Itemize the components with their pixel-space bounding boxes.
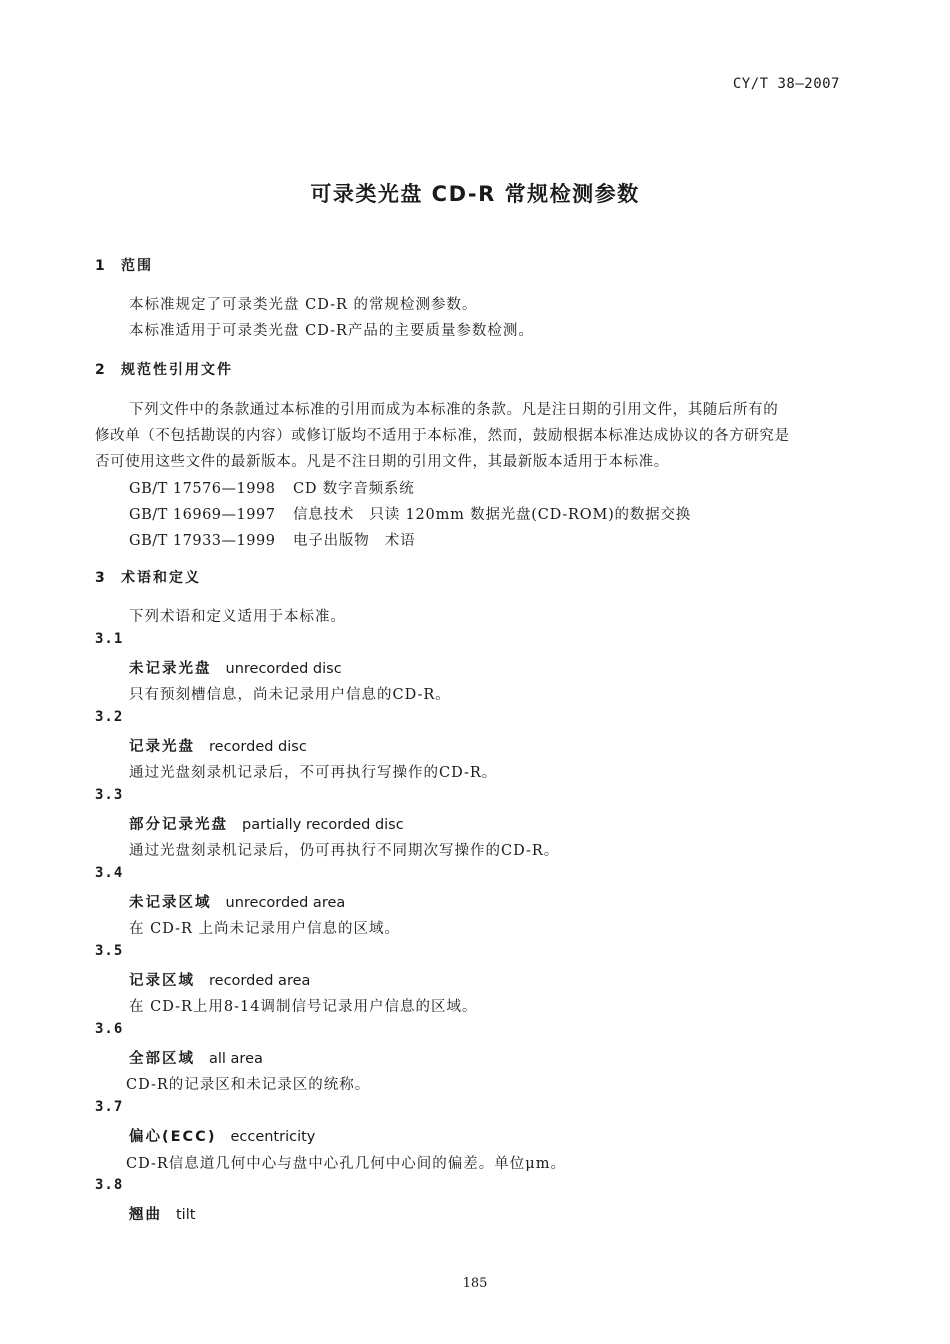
reference-code: GB/T 17576—1998 — [129, 481, 276, 497]
term-definition: CD-R的记录区和未记录区的统称。 — [126, 1077, 371, 1093]
term-definition: CD-R信息道几何中心与盘中心孔几何中心间的偏差。单位μm。 — [126, 1156, 566, 1172]
section-label: 范围 — [121, 258, 153, 274]
term-en: partially recorded disc — [242, 817, 404, 833]
term-entry — [129, 1125, 315, 1146]
term-zh: 部分记录光盘 — [129, 817, 228, 833]
term-zh: 未记录光盘 — [129, 661, 212, 677]
reference-item — [129, 529, 415, 550]
term-definition: 通过光盘刻录机记录后，不可再执行写操作的CD-R。 — [129, 765, 498, 781]
term-en: unrecorded area — [225, 895, 346, 911]
intro-line: 下列文件中的条款通过本标准的引用而成为本标准的条款。凡是注日期的引用文件，其随后所有的 — [129, 402, 779, 418]
standard-code: CY/T 38—2007 — [732, 76, 840, 92]
term-zh: 偏心(ECC) — [129, 1129, 217, 1145]
term-en: eccentricity — [230, 1129, 316, 1145]
term-en: all area — [209, 1051, 263, 1067]
reference-item — [129, 477, 415, 498]
paragraph: 本标准规定了可录类光盘 CD-R 的常规检测参数。 — [129, 297, 478, 313]
term-entry — [129, 1203, 195, 1224]
term-zh: 未记录区域 — [129, 895, 212, 911]
intro-line: 否可使用这些文件的最新版本。凡是不注日期的引用文件，其最新版本适用于本标准。 — [95, 454, 669, 470]
clause-number: 3.7 — [95, 1099, 124, 1115]
term-definition: 只有预刻槽信息，尚未记录用户信息的CD-R。 — [129, 687, 451, 703]
term-entry — [129, 969, 310, 990]
section-number: 2 — [95, 362, 105, 378]
term-definition: 通过光盘刻录机记录后，仍可再执行不同期次写操作的CD-R。 — [129, 843, 560, 859]
term-definition: 在 CD-R上用8-14调制信号记录用户信息的区域。 — [129, 999, 478, 1015]
clause-number: 3.3 — [95, 787, 124, 803]
term-entry — [129, 735, 307, 756]
term-definition: 在 CD-R 上尚未记录用户信息的区域。 — [129, 921, 401, 937]
reference-name: CD 数字音频系统 — [293, 481, 415, 497]
term-entry — [129, 1047, 263, 1068]
document-title: 可录类光盘 CD-R 常规检测参数 — [310, 182, 640, 206]
term-zh: 翘曲 — [129, 1207, 162, 1223]
section-number: 1 — [95, 258, 105, 274]
term-en: unrecorded disc — [225, 661, 342, 677]
clause-number: 3.8 — [95, 1177, 124, 1193]
term-entry — [129, 813, 404, 834]
section-number: 3 — [95, 570, 105, 586]
term-zh: 记录区域 — [129, 973, 195, 989]
term-zh: 全部区域 — [129, 1051, 195, 1067]
paragraph: 下列术语和定义适用于本标准。 — [129, 609, 346, 625]
reference-code: GB/T 17933—1999 — [129, 533, 276, 549]
clause-number: 3.2 — [95, 709, 124, 725]
section-label: 术语和定义 — [121, 570, 201, 586]
paragraph: 本标准适用于可录类光盘 CD-R产品的主要质量参数检测。 — [129, 323, 534, 339]
reference-name: 信息技术 只读 120mm 数据光盘(CD-ROM)的数据交换 — [293, 507, 692, 523]
clause-number: 3.6 — [95, 1021, 124, 1037]
page-number: 185 — [462, 1276, 488, 1291]
intro-line: 修改单（不包括勘误的内容）或修订版均不适用于本标准，然而，鼓励根据本标准达成协议的各方研究是 — [95, 428, 790, 444]
clause-number: 3.5 — [95, 943, 124, 959]
section-1-heading — [95, 255, 153, 275]
term-en: recorded disc — [209, 739, 307, 755]
section-3-heading — [95, 567, 201, 587]
reference-name: 电子出版物 术语 — [293, 533, 416, 549]
section-2-heading — [95, 359, 233, 379]
reference-item — [129, 503, 691, 524]
term-entry — [129, 891, 345, 912]
clause-number: 3.1 — [95, 631, 124, 647]
clause-number: 3.4 — [95, 865, 124, 881]
term-en: recorded area — [209, 973, 311, 989]
term-en: tilt — [176, 1207, 196, 1223]
term-entry — [129, 657, 342, 678]
term-zh: 记录光盘 — [129, 739, 195, 755]
section-label: 规范性引用文件 — [121, 362, 233, 378]
reference-code: GB/T 16969—1997 — [129, 507, 276, 523]
